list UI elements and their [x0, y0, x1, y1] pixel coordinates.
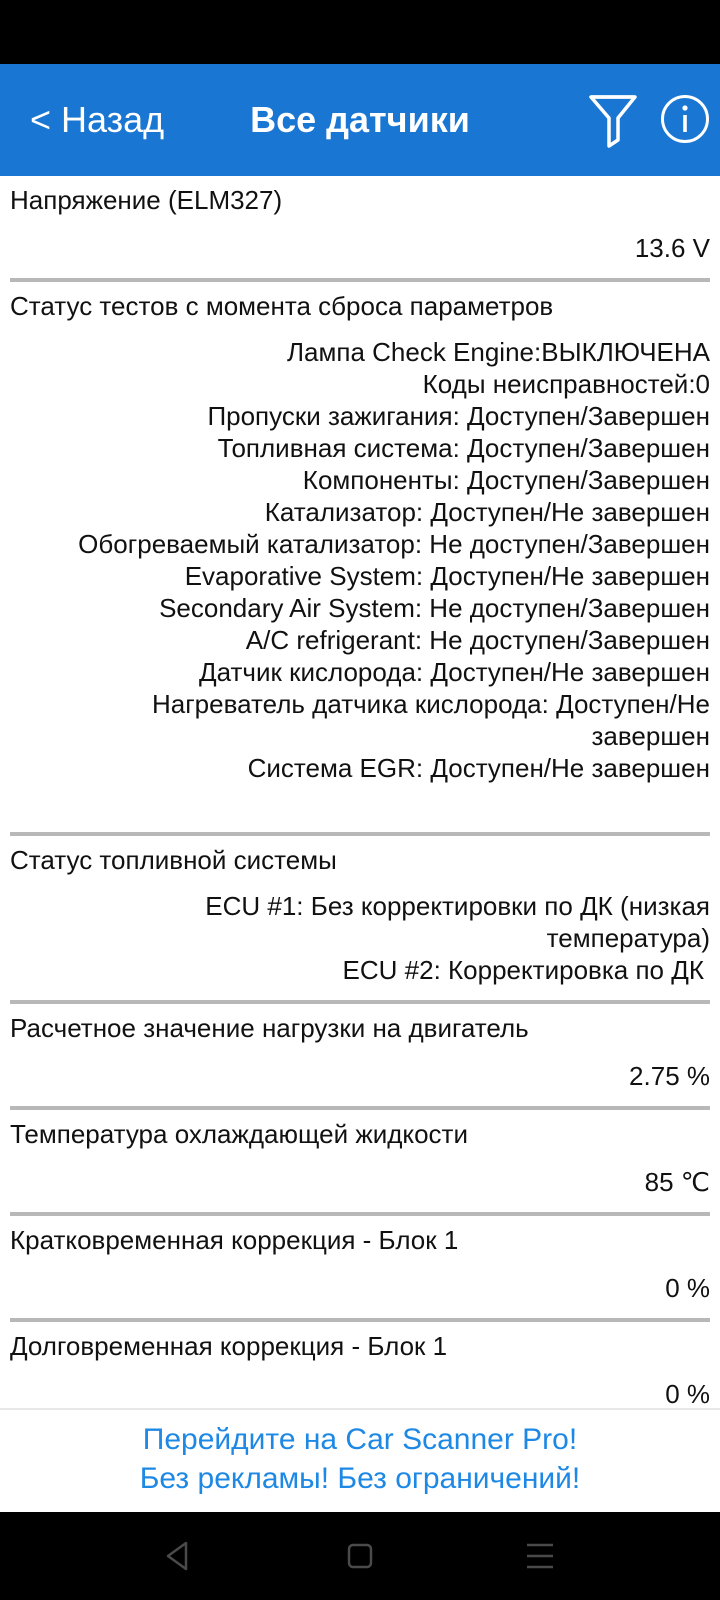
app-bar — [0, 64, 720, 176]
upgrade-banner[interactable] — [0, 1408, 720, 1512]
sensor-label: Кратковременная коррекция - Блок 1 — [10, 1225, 459, 1255]
sensor-item[interactable] — [0, 1110, 720, 1212]
status-line: Обогреваемый катализатор: Не доступен/Завершен — [78, 529, 710, 559]
status-line: Топливная система: Доступен/Завершен — [217, 433, 710, 463]
filter-icon[interactable] — [588, 92, 638, 148]
back-button[interactable]: < Назад — [30, 99, 165, 140]
status-line: Система EGR: Доступен/Не завершен — [247, 753, 710, 783]
sensor-value: 0 % — [665, 1379, 710, 1408]
status-line: Пропуски зажигания: Доступен/Завершен — [207, 401, 710, 431]
nav-menu-icon[interactable] — [520, 1536, 560, 1576]
sensor-value: 85 ℃ — [644, 1167, 710, 1197]
status-line: Нагреватель датчика кислорода: Доступен/Не — [151, 689, 710, 719]
promo-line: Без рекламы! Без ограничений! — [139, 1462, 581, 1495]
nav-back-icon[interactable] — [158, 1536, 198, 1576]
system-nav-bar — [0, 1512, 720, 1600]
status-line: Коды неисправностей:0 — [422, 369, 710, 399]
info-icon[interactable] — [660, 94, 710, 144]
status-bar — [0, 0, 720, 64]
promo-line: Перейдите на Car Scanner Pro! — [142, 1423, 578, 1456]
sensor-value: 2.75 % — [629, 1061, 710, 1091]
status-line: завершен — [591, 721, 710, 751]
page-title: Все датчики — [250, 99, 470, 140]
status-line: Датчик кислорода: Доступен/Не завершен — [199, 657, 710, 687]
sensor-value — [10, 324, 710, 794]
sensor-label: Температура охлаждающей жидкости — [10, 1119, 468, 1149]
status-line: температура) — [546, 923, 710, 953]
sensor-value — [10, 878, 710, 996]
sensor-value: 13.6 V — [634, 233, 710, 263]
status-line: Лампа Check Engine:ВЫКЛЮЧЕНА — [286, 337, 710, 367]
status-line: Компоненты: Доступен/Завершен — [302, 465, 710, 495]
sensor-list[interactable] — [0, 176, 720, 1408]
sensor-label: Статус тестов с момента сброса параметров — [10, 291, 554, 321]
status-line: Secondary Air System: Не доступен/Завершен — [159, 593, 710, 623]
status-line: A/C refrigerant: Не доступен/Завершен — [245, 625, 710, 655]
sensor-label: Статус топливной системы — [10, 845, 337, 875]
sensor-item[interactable] — [0, 1216, 720, 1318]
status-line: ECU #2: Корректировка по ДК — [342, 955, 704, 985]
status-line: ECU #1: Без корректировки по ДК (низкая — [205, 891, 710, 921]
sensor-item[interactable] — [0, 836, 720, 1000]
sensor-value: 0 % — [665, 1273, 710, 1303]
sensor-item[interactable] — [0, 176, 720, 278]
spacer — [10, 794, 710, 828]
sensor-label: Расчетное значение нагрузки на двигатель — [10, 1013, 529, 1043]
sensor-label: Напряжение (ELM327) — [10, 185, 283, 215]
status-line: Катализатор: Доступен/Не завершен — [264, 497, 710, 527]
sensor-item[interactable] — [0, 1004, 720, 1106]
sensor-item[interactable] — [0, 1322, 720, 1408]
sensor-item[interactable] — [0, 282, 720, 832]
nav-home-icon[interactable] — [340, 1536, 380, 1576]
sensor-label: Долговременная коррекция - Блок 1 — [10, 1331, 448, 1361]
status-line: Evaporative System: Доступен/Не завершен — [184, 561, 710, 591]
